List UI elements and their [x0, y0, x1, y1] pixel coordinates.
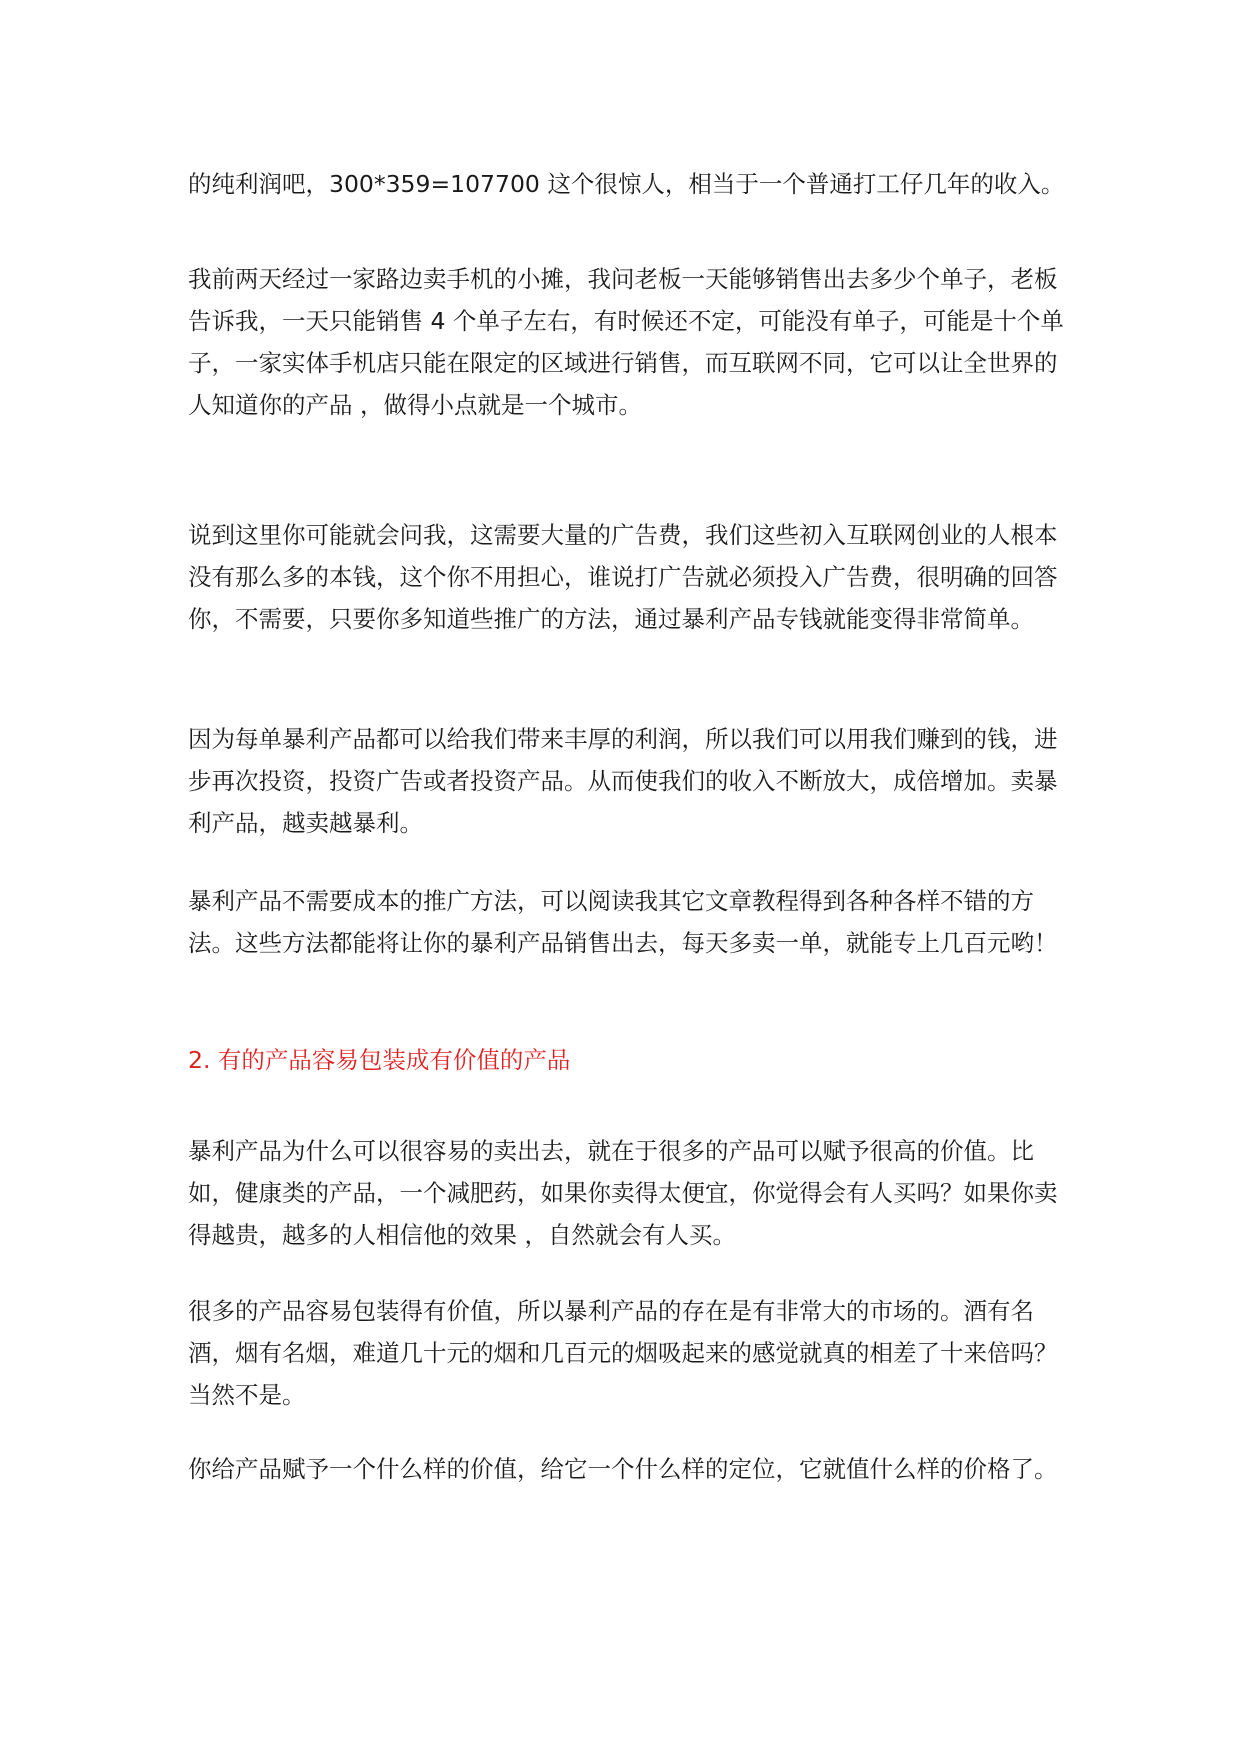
paragraph-phone-stall: 我前两天经过一家路边卖手机的小摊，我问老板一天能够销售出去多少个单子，老板告诉我，一天只能销售 4 个单子左右，有时候还不定，可能没有单子，可能是十个单子，一家实体手机店只能在限定的区域进行销售，而互联网不同，它可以让全世界的人知道你的产品 ，做得小点就是一个城市。	[188, 265, 1064, 419]
paragraph-promotion-methods: 暴利产品不需要成本的推广方法，可以阅读我其它文章教程得到各种各样不错的方法。这些方法都能将让你的暴利产品销售出去，每天多卖一单，就能专上几百元哟！	[188, 887, 1058, 957]
paragraph-profit: 的纯利润吧，300*359=107700 这个很惊人，相当于一个普通打工仔几年的收入。	[188, 170, 1065, 198]
document-page	[188, 0, 1068, 1754]
paragraph-packaging: 很多的产品容易包装得有价值，所以暴利产品的存在是有非常大的市场的。酒有名酒，烟有名烟，难道几十元的烟和几百元的烟吸起来的感觉就真的相差了十来倍吗？当然不是。	[188, 1297, 1058, 1409]
paragraph-product-value: 暴利产品为什么可以很容易的卖出去，就在于很多的产品可以赋予很高的价值。比如，健康类的产品，一个减肥药，如果你卖得太便宜，你觉得会有人买吗？如果你卖得越贵，越多的人相信他的效果 ，自然就会有人买。	[188, 1137, 1058, 1249]
paragraph-positioning: 你给产品赋予一个什么样的价值，给它一个什么样的定位，它就值什么样的价格了。	[188, 1455, 1058, 1483]
paragraph-reinvest: 因为每单暴利产品都可以给我们带来丰厚的利润，所以我们可以用我们赚到的钱，进步再次投资，投资广告或者投资产品。从而使我们的收入不断放大，成倍增加。卖暴利产品，越卖越暴利。	[188, 725, 1058, 837]
section-heading: 2. 有的产品容易包装成有价值的产品	[188, 1046, 571, 1074]
paragraph-advertising: 说到这里你可能就会问我，这需要大量的广告费，我们这些初入互联网创业的人根本没有那么多的本钱，这个你不用担心，谁说打广告就必须投入广告费，很明确的回答你，不需要，只要你多知道些推广的方法，通过暴利产品专钱就能变得非常简单。	[188, 521, 1058, 633]
